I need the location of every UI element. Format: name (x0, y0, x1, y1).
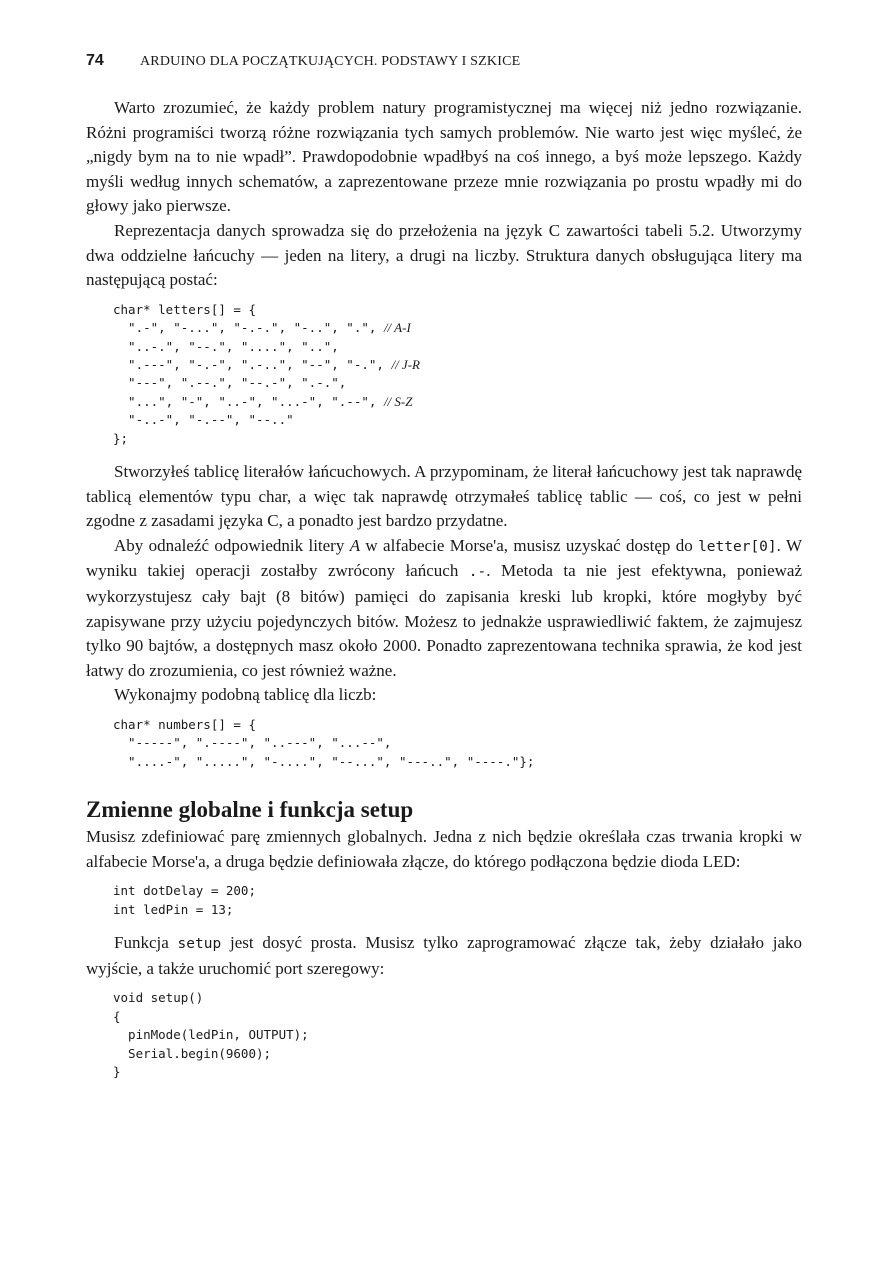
code-comment: // A-I (383, 320, 411, 336)
code-line: Serial.begin(9600); (113, 1045, 272, 1061)
code-line: "-----", ".----", "..---", "...--", (113, 735, 392, 751)
code-line: "..-.", "--.", "....", "..", (113, 338, 339, 354)
paragraph (86, 931, 802, 981)
code-line: char* numbers[] = { (113, 716, 256, 732)
code-text: ".-", "-...", "-.-.", "-..", ".", (113, 320, 384, 336)
code-line: int dotDelay = 200; (113, 883, 256, 899)
paragraph: Warto zrozumieć, że każdy problem natury programistycznej ma więcej niż jedno rozwiązanie. Różni programiści tworzą różne rozwiązania tych samych problemów. Nie warto jest więc myśleć, że „nigdy bym na to nie wpadł”. Prawdopodobnie wpadłbyś na coś innego, a byś może lepszego. Każdy myśli według innych schematów, a zaprezentowane przeze mnie rozwiązania po prostu wpadły mi do głowy jako pierwsze. (86, 98, 802, 216)
running-title: ARDUINO DLA POCZĄTKUJĄCYCH. PODSTAWY I SZKICE (140, 54, 521, 69)
running-header (86, 52, 802, 80)
code-block-setup (113, 989, 802, 1081)
code-line: pinMode(ledPin, OUTPUT); (113, 1027, 309, 1043)
code-line (113, 356, 802, 374)
code-line: "---", ".--.", "--.-", ".-.", (113, 375, 347, 391)
inline-code: letter[0] (698, 538, 777, 555)
text-run: . Metoda ta nie jest efektywna, ponieważ wykorzystujesz cały bajt (8 bitów) pamięci do zapisania kreski lub kropki, które mogłyby być zapisywane przy użyciu pojedynczych bitów. Możesz to jednakże usprawiedliwić faktem, że zajmujesz tylko 90 bajtów, a dostępnych masz około 2000. Ponadto zaprezentowana technika sprawia, że kod jest łatwy do zrozumienia, co jest również ważne. (86, 561, 802, 680)
book-page (86, 52, 802, 1093)
inline-code: setup (177, 936, 222, 953)
code-line (113, 393, 802, 411)
code-block-globals (113, 882, 802, 919)
body-text (86, 96, 802, 1081)
code-line: } (113, 1063, 121, 1079)
text-run: Aby odnaleźć odpowiednik litery (114, 535, 350, 555)
inline-code: .- (468, 564, 487, 581)
code-line: char* letters[] = { (113, 301, 256, 317)
paragraph: Stworzyłeś tablicę literałów łańcuchowych. A przypominam, że literał łańcuchowy jest tak naprawdę tablicą elementów typu char, a więc tak naprawdę otrzymałeś tablicę tablic — coś, co jest w pełni zgodne z zasadami języka C, a ponadto jest bardzo przydatne. (86, 462, 802, 531)
code-line: "....-", ".....", "-....", "--...", "---..", "----."}; (113, 753, 535, 769)
page-number: 74 (86, 52, 104, 69)
text-run: Funkcja (114, 933, 178, 953)
text-run: w alfabecie Morse'a, musisz uzyskać dostęp do (360, 535, 699, 555)
paragraph: Musisz zdefiniować parę zmiennych globalnych. Jedna z nich będzie określała czas trwania kropki w alfabecie Morse'a, a druga będzie definiowała złącze, do którego podłączona będzie dioda LED: (86, 827, 802, 871)
code-line: { (113, 1008, 121, 1024)
code-line: }; (113, 430, 129, 446)
code-line: "-..-", "-.--", "--.." (113, 412, 294, 428)
code-comment: // J-R (391, 356, 420, 372)
paragraph: Wykonajmy podobną tablicę dla liczb: (114, 685, 377, 705)
code-text: ".---", "-.-", ".-..", "--", "-.", (113, 356, 392, 372)
code-line: int ledPin = 13; (113, 901, 234, 917)
code-comment: // S-Z (383, 393, 413, 409)
code-line (113, 319, 802, 337)
section-heading: Zmienne globalne i funkcja setup (86, 797, 414, 823)
code-line: void setup() (113, 990, 204, 1006)
code-text: "...", "-", "..-", "...-", ".--", (113, 393, 384, 409)
paragraph (86, 534, 802, 684)
text-run: . W wyniku takiej operacji zostałby zwrócony łańcuch (86, 535, 802, 581)
text-run: jest dosyć prosta. Musisz tylko zaprogramować złącze tak, żeby działało jako wyjście, a także uruchomić port szeregowy: (86, 933, 802, 978)
italic-letter: A (349, 535, 361, 555)
code-block-letters (113, 301, 802, 448)
code-block-numbers (113, 716, 802, 771)
paragraph: Reprezentacja danych sprowadza się do przełożenia na język C zawartości tabeli 5.2. Utworzymy dwa oddzielne łańcuchy — jeden na litery, a drugi na liczby. Struktura danych obsługująca litery ma następującą postać: (86, 220, 802, 290)
